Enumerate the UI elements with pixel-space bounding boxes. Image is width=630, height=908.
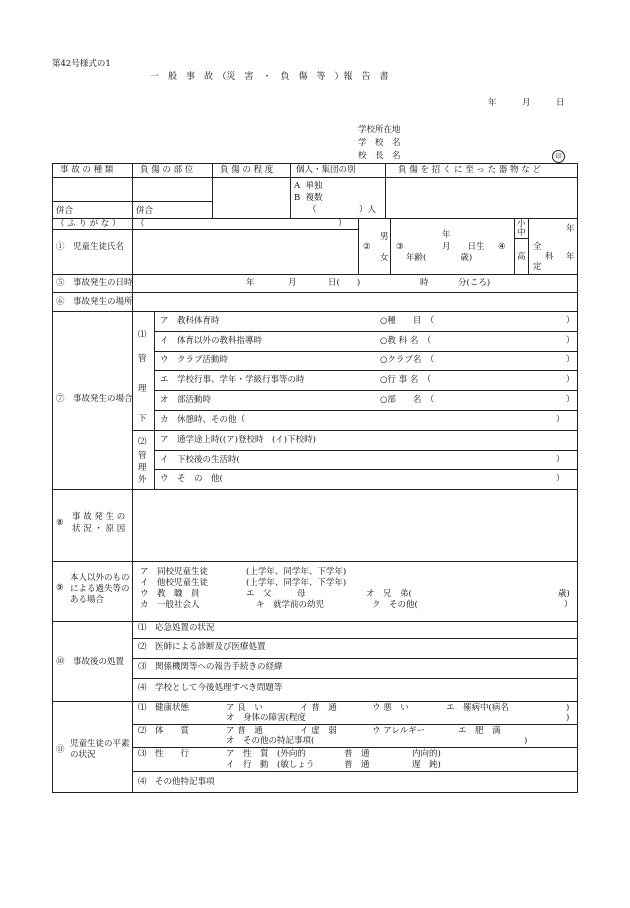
sex-number: ② bbox=[363, 242, 371, 252]
constitution-label: ⑵ 体 質 bbox=[138, 726, 190, 736]
male-option[interactable]: 男 bbox=[380, 232, 389, 242]
subject-close-paren: ） bbox=[566, 375, 575, 385]
unsupervised-number: ⑵ bbox=[138, 437, 147, 447]
supervised-number: ⑴ bbox=[138, 330, 147, 340]
supervised-char-3: 下 bbox=[138, 414, 147, 424]
health-option[interactable]: ア 良 い bbox=[226, 703, 263, 713]
activity-item[interactable]: ウ クラブ活動時 bbox=[160, 355, 229, 365]
single-option[interactable]: A 単独 bbox=[294, 181, 323, 191]
cause-number: ⑧ bbox=[56, 518, 64, 528]
personality-option[interactable]: 普 通 bbox=[344, 749, 370, 759]
female-option[interactable]: 女 bbox=[380, 253, 389, 263]
commute-close-paren: ） bbox=[556, 474, 565, 484]
birth-year-label: 年 bbox=[442, 230, 451, 240]
subject-close-paren: ） bbox=[566, 395, 575, 405]
datetime-month: 月 bbox=[288, 278, 297, 288]
course-label: 科 bbox=[545, 252, 554, 262]
party-option[interactable]: イ 他校児童生徒 bbox=[140, 578, 209, 588]
date-month-label: 月 bbox=[522, 98, 531, 108]
negligence-number: ⑨ bbox=[56, 583, 64, 593]
constitution-option[interactable]: ウ アレルギー bbox=[372, 726, 426, 736]
people-count-field[interactable]: （ ）人 bbox=[308, 205, 377, 215]
health-close-paren: ) bbox=[566, 713, 570, 723]
junior-label: 中 bbox=[517, 228, 526, 238]
form-title: 一 般 事 故 （災 害 ・ 負 傷 等 ）報 告 書 bbox=[150, 72, 389, 82]
subject-field[interactable]: ○種 目 （ bbox=[380, 316, 435, 326]
supervised-char-2: 理 bbox=[138, 384, 147, 394]
multiple-option[interactable]: B 複数 bbox=[294, 193, 323, 203]
constitution-option[interactable]: オ その他の特記事項( bbox=[226, 736, 315, 746]
other-notes-label: ⑷ その他特記事項 bbox=[138, 777, 215, 787]
age-field[interactable]: 年齢( 歳) bbox=[406, 253, 473, 263]
combined-label-1: 併合 bbox=[56, 206, 74, 216]
subject-close-paren: ） bbox=[566, 336, 575, 346]
constitution-option[interactable]: ア 普 通 bbox=[226, 726, 263, 736]
health-option[interactable]: オ 身体の障害(程度 bbox=[226, 713, 306, 723]
aftermath-item: ⑶ 関係機関等への報告手続きの経緯 bbox=[138, 662, 283, 672]
commute-item[interactable]: ア 通学途上時((ア)登校時 (イ)下校時) bbox=[160, 435, 316, 445]
injury-degree-header: 負 傷 の 程 度 bbox=[220, 165, 274, 175]
datetime-label: ⑤ 事故発生の日時 bbox=[56, 278, 133, 288]
party-option[interactable]: キ 就学前の幼児 bbox=[256, 600, 325, 610]
unsupervised-char-2: 理 bbox=[138, 463, 147, 473]
birth-month-day-label: 月 日生 bbox=[442, 242, 485, 252]
negligence-label-2: による過失等の bbox=[70, 584, 130, 594]
seal-mark: 印 bbox=[552, 150, 565, 163]
daily-status-label-2: の状況 bbox=[70, 750, 96, 760]
cause-object-header: 負 傷 を 招 く に 至 っ た 器 物 な ど bbox=[398, 165, 541, 175]
health-option[interactable]: イ 普 通 bbox=[300, 703, 337, 713]
health-option[interactable]: エ 罹病中(病名 bbox=[446, 703, 509, 713]
negligence-label-1: 本人以外のもの bbox=[70, 573, 130, 583]
unsupervised-char-3: 外 bbox=[138, 475, 147, 485]
behavior-option[interactable]: イ 行 動 (敏しょう bbox=[226, 760, 315, 770]
high-label: 高 bbox=[517, 252, 526, 262]
behavior-option[interactable]: 普 通 bbox=[344, 760, 370, 770]
parttime-label: 定 bbox=[533, 262, 542, 272]
personality-label: ⑶ 性 行 bbox=[138, 749, 190, 759]
unsupervised-char-1: 管 bbox=[138, 451, 147, 461]
grade-year-label: 年 bbox=[566, 224, 575, 234]
health-label: ⑴ 健康状態 bbox=[138, 703, 190, 713]
accident-type-header: 事 故 の 種 類 bbox=[60, 165, 114, 175]
cause-label-1: 事 故 発 生 の bbox=[72, 512, 126, 522]
principal-label: 校 長 名 bbox=[358, 151, 401, 161]
party-option[interactable]: エ 父 母 bbox=[246, 589, 306, 599]
health-option[interactable]: ウ 悪 い bbox=[372, 703, 409, 713]
constitution-option[interactable]: エ 肥 満 bbox=[458, 726, 501, 736]
negligence-label-3: ある場合 bbox=[70, 595, 105, 605]
subject-field[interactable]: ○行 事 名 （ bbox=[380, 375, 432, 385]
activity-item[interactable]: カ 休憩時、その他（ bbox=[160, 415, 246, 425]
subject-field[interactable]: ○部 名 （ bbox=[380, 395, 435, 405]
other-close-paren: ） bbox=[564, 600, 573, 610]
situation-label: ⑦ 事故発生の場合 bbox=[56, 394, 133, 404]
constitution-option[interactable]: イ 虚 弱 bbox=[300, 726, 337, 736]
party-grade-note: (上学年、同学年、下学年) bbox=[246, 578, 347, 588]
subject-close-paren: ） bbox=[566, 316, 575, 326]
hs-year-label: 年 bbox=[566, 252, 575, 262]
combined-label-2: 併合 bbox=[136, 206, 154, 216]
subject-close-paren: ） bbox=[566, 355, 575, 365]
form-number: 第42号様式の1 bbox=[52, 59, 111, 69]
party-option[interactable]: カ 一般社会人 bbox=[140, 600, 200, 610]
aftermath-item: ⑴ 応急処置の状況 bbox=[138, 623, 215, 633]
health-close-paren: ) bbox=[566, 703, 570, 713]
party-option[interactable]: ア 同校児童生徒 bbox=[140, 567, 209, 577]
activity-item[interactable]: オ 部活動時 bbox=[160, 395, 212, 405]
school-address-label: 学校所在地 bbox=[358, 125, 401, 135]
behavior-option[interactable]: 遅 鈍) bbox=[412, 760, 441, 770]
cause-label-2: 状 況 ・ 原 因 bbox=[72, 524, 126, 534]
aftermath-item: ⑷ 学校として今後処理すべき問題等 bbox=[138, 683, 283, 693]
fulltime-label: 全 bbox=[533, 242, 542, 252]
elementary-label: 小 bbox=[517, 219, 526, 229]
subject-field[interactable]: ○クラブ名 （ bbox=[380, 355, 435, 365]
datetime-year: 年 bbox=[246, 278, 255, 288]
individual-group-header: 個人・集団の別 bbox=[296, 165, 356, 175]
personality-option[interactable]: ア 性 質 (外向的 bbox=[226, 749, 306, 759]
commute-close-paren: ） bbox=[556, 455, 565, 465]
grade-number: ④ bbox=[498, 242, 506, 252]
activity-item[interactable]: ア 教科体育時 bbox=[160, 316, 220, 326]
supervised-char-1: 管 bbox=[138, 354, 147, 364]
sibling-age-close: 歳) bbox=[558, 589, 570, 599]
student-name-label: ① 児童生徒氏名 bbox=[56, 242, 125, 252]
datetime-day: 日( ) bbox=[328, 278, 361, 288]
activity-close-paren: ） bbox=[556, 415, 565, 425]
daily-status-number: ⑪ bbox=[56, 745, 65, 755]
aftermath-item: ⑵ 医師による診断及び医療処置 bbox=[138, 642, 266, 652]
party-option[interactable]: ク その他( bbox=[372, 600, 418, 610]
date-year-label: 年 bbox=[488, 98, 497, 108]
commute-item[interactable]: イ 下校後の生活時( bbox=[160, 455, 240, 465]
personality-option[interactable]: 内向的) bbox=[412, 749, 441, 759]
date-day-label: 日 bbox=[556, 98, 565, 108]
injury-part-header: 負 傷 の 部 位 bbox=[140, 165, 194, 175]
datetime-hour: 時 bbox=[420, 278, 429, 288]
birth-number: ③ bbox=[396, 242, 404, 252]
datetime-minute: 分(ころ) bbox=[458, 278, 491, 288]
party-grade-note: (上学年、同学年、下学年) bbox=[246, 567, 347, 577]
subject-field[interactable]: ○教 科 名 （ bbox=[380, 336, 432, 346]
school-name-label: 学 校 名 bbox=[358, 138, 401, 148]
activity-item[interactable]: エ 学校行事、学年・学級行事等の時 bbox=[160, 375, 305, 385]
daily-status-label-1: 児童生徒の平素 bbox=[70, 739, 130, 749]
commute-item[interactable]: ウ そ の 他( bbox=[160, 474, 223, 484]
furigana-label: （ ふ り が な ） bbox=[56, 219, 121, 229]
furigana-paren-close: ） bbox=[338, 219, 347, 229]
party-option[interactable]: オ 兄 弟( bbox=[366, 589, 412, 599]
location-label: ⑥ 事故発生の場所 bbox=[56, 297, 133, 307]
activity-item[interactable]: イ 体育以外の教科指導時 bbox=[160, 336, 263, 346]
party-option[interactable]: ウ 教 職 員 bbox=[140, 589, 200, 599]
furigana-paren-open: （ bbox=[136, 219, 145, 229]
constitution-close-paren: ) bbox=[524, 736, 528, 746]
aftermath-label: ⑩ 事故後の処置 bbox=[56, 657, 125, 667]
